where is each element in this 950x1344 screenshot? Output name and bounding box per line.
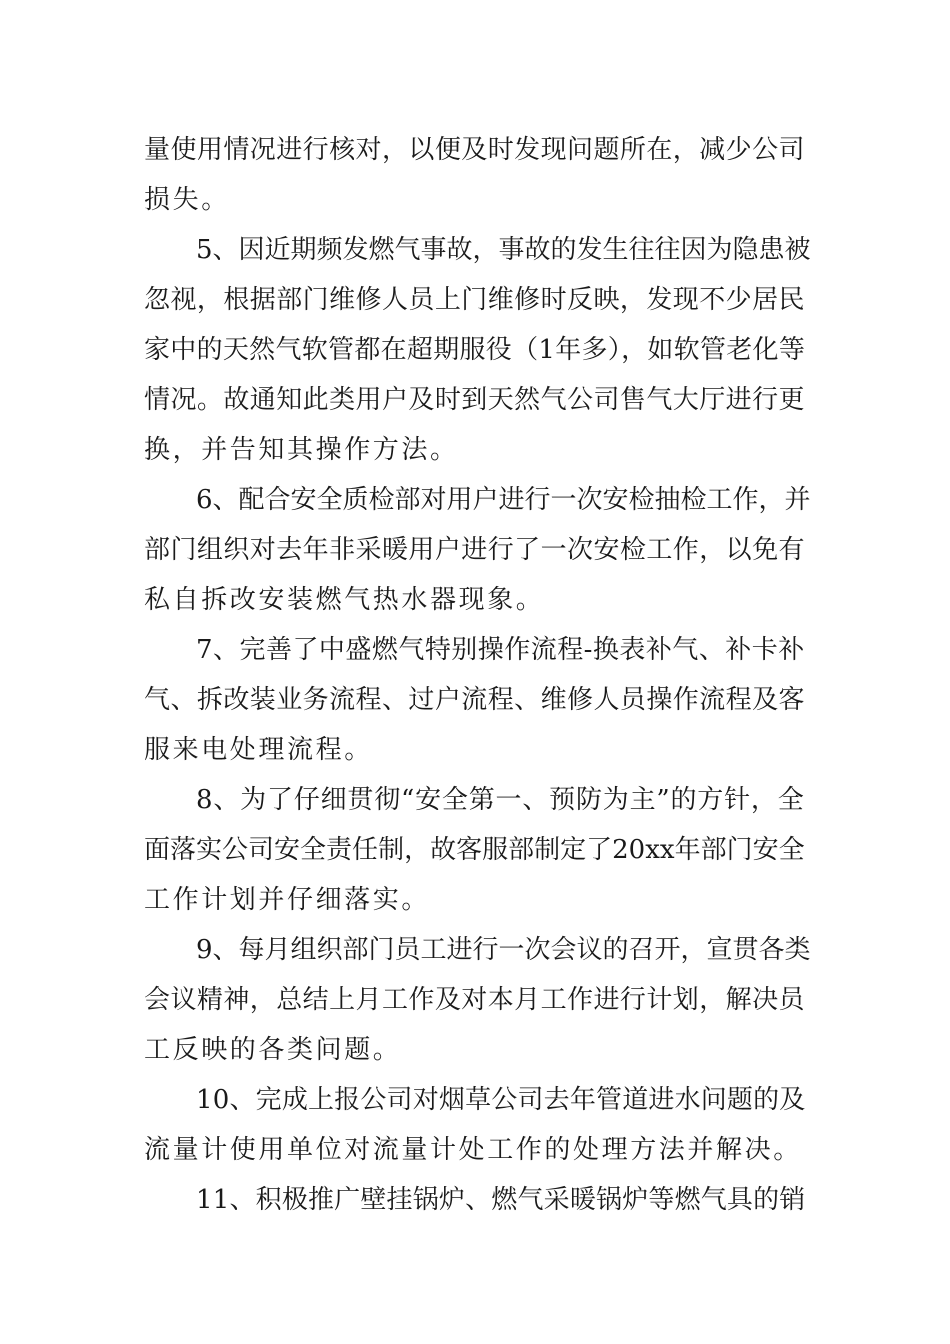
text-line: 气、拆改装业务流程、过户流程、维修人员操作流程及客	[144, 685, 806, 715]
text-line: 工反映的各类问题。	[144, 1035, 402, 1065]
text-line: 忽视，根据部门维修人员上门维修时反映，发现不少居民	[144, 285, 806, 315]
text-line: 私自拆改安装燃气热水器现象。	[144, 585, 545, 615]
paragraph-7-start: 7、完善了中盛燃气特别操作流程-换表补气、补卡补	[196, 635, 805, 665]
paragraph-8-start: 8、为了仔细贯彻“安全第一、预防为主”的方针，全	[196, 785, 805, 815]
text-line: 会议精神，总结上月工作及对本月工作进行计划，解决员	[144, 985, 806, 1015]
text-line: 部门组织对去年非采暖用户进行了一次安检工作，以免有	[144, 535, 806, 565]
paragraph-5-start: 5、因近期频发燃气事故，事故的发生往往因为隐患被	[196, 235, 811, 265]
paragraph-10-start: 10、完成上报公司对烟草公司去年管道进水问题的及	[196, 1085, 806, 1115]
text-line: 换，并告知其操作方法。	[144, 435, 459, 465]
text-line: 服来电处理流程。	[144, 735, 373, 765]
paragraph-6-start: 6、配合安全质检部对用户进行一次安检抽检工作，并	[196, 485, 811, 515]
paragraph-9-start: 9、每月组织部门员工进行一次会议的召开，宣贯各类	[196, 935, 811, 965]
text-line: 损失。	[144, 185, 230, 215]
text-line: 流量计使用单位对流量计处工作的处理方法并解决。	[144, 1135, 802, 1165]
text-line: 量使用情况进行核对，以便及时发现问题所在，减少公司	[144, 135, 806, 165]
paragraph-11-start: 11、积极推广壁挂锅炉、燃气采暖锅炉等燃气具的销	[196, 1185, 806, 1215]
text-line: 工作计划并仔细落实。	[144, 885, 431, 915]
text-line: 情况。故通知此类用户及时到天然气公司售气大厅进行更	[144, 385, 806, 415]
text-line: 家中的天然气软管都在超期服役（1年多），如软管老化等	[144, 335, 806, 365]
text-line: 面落实公司安全责任制，故客服部制定了20xx年部门安全	[144, 835, 805, 865]
